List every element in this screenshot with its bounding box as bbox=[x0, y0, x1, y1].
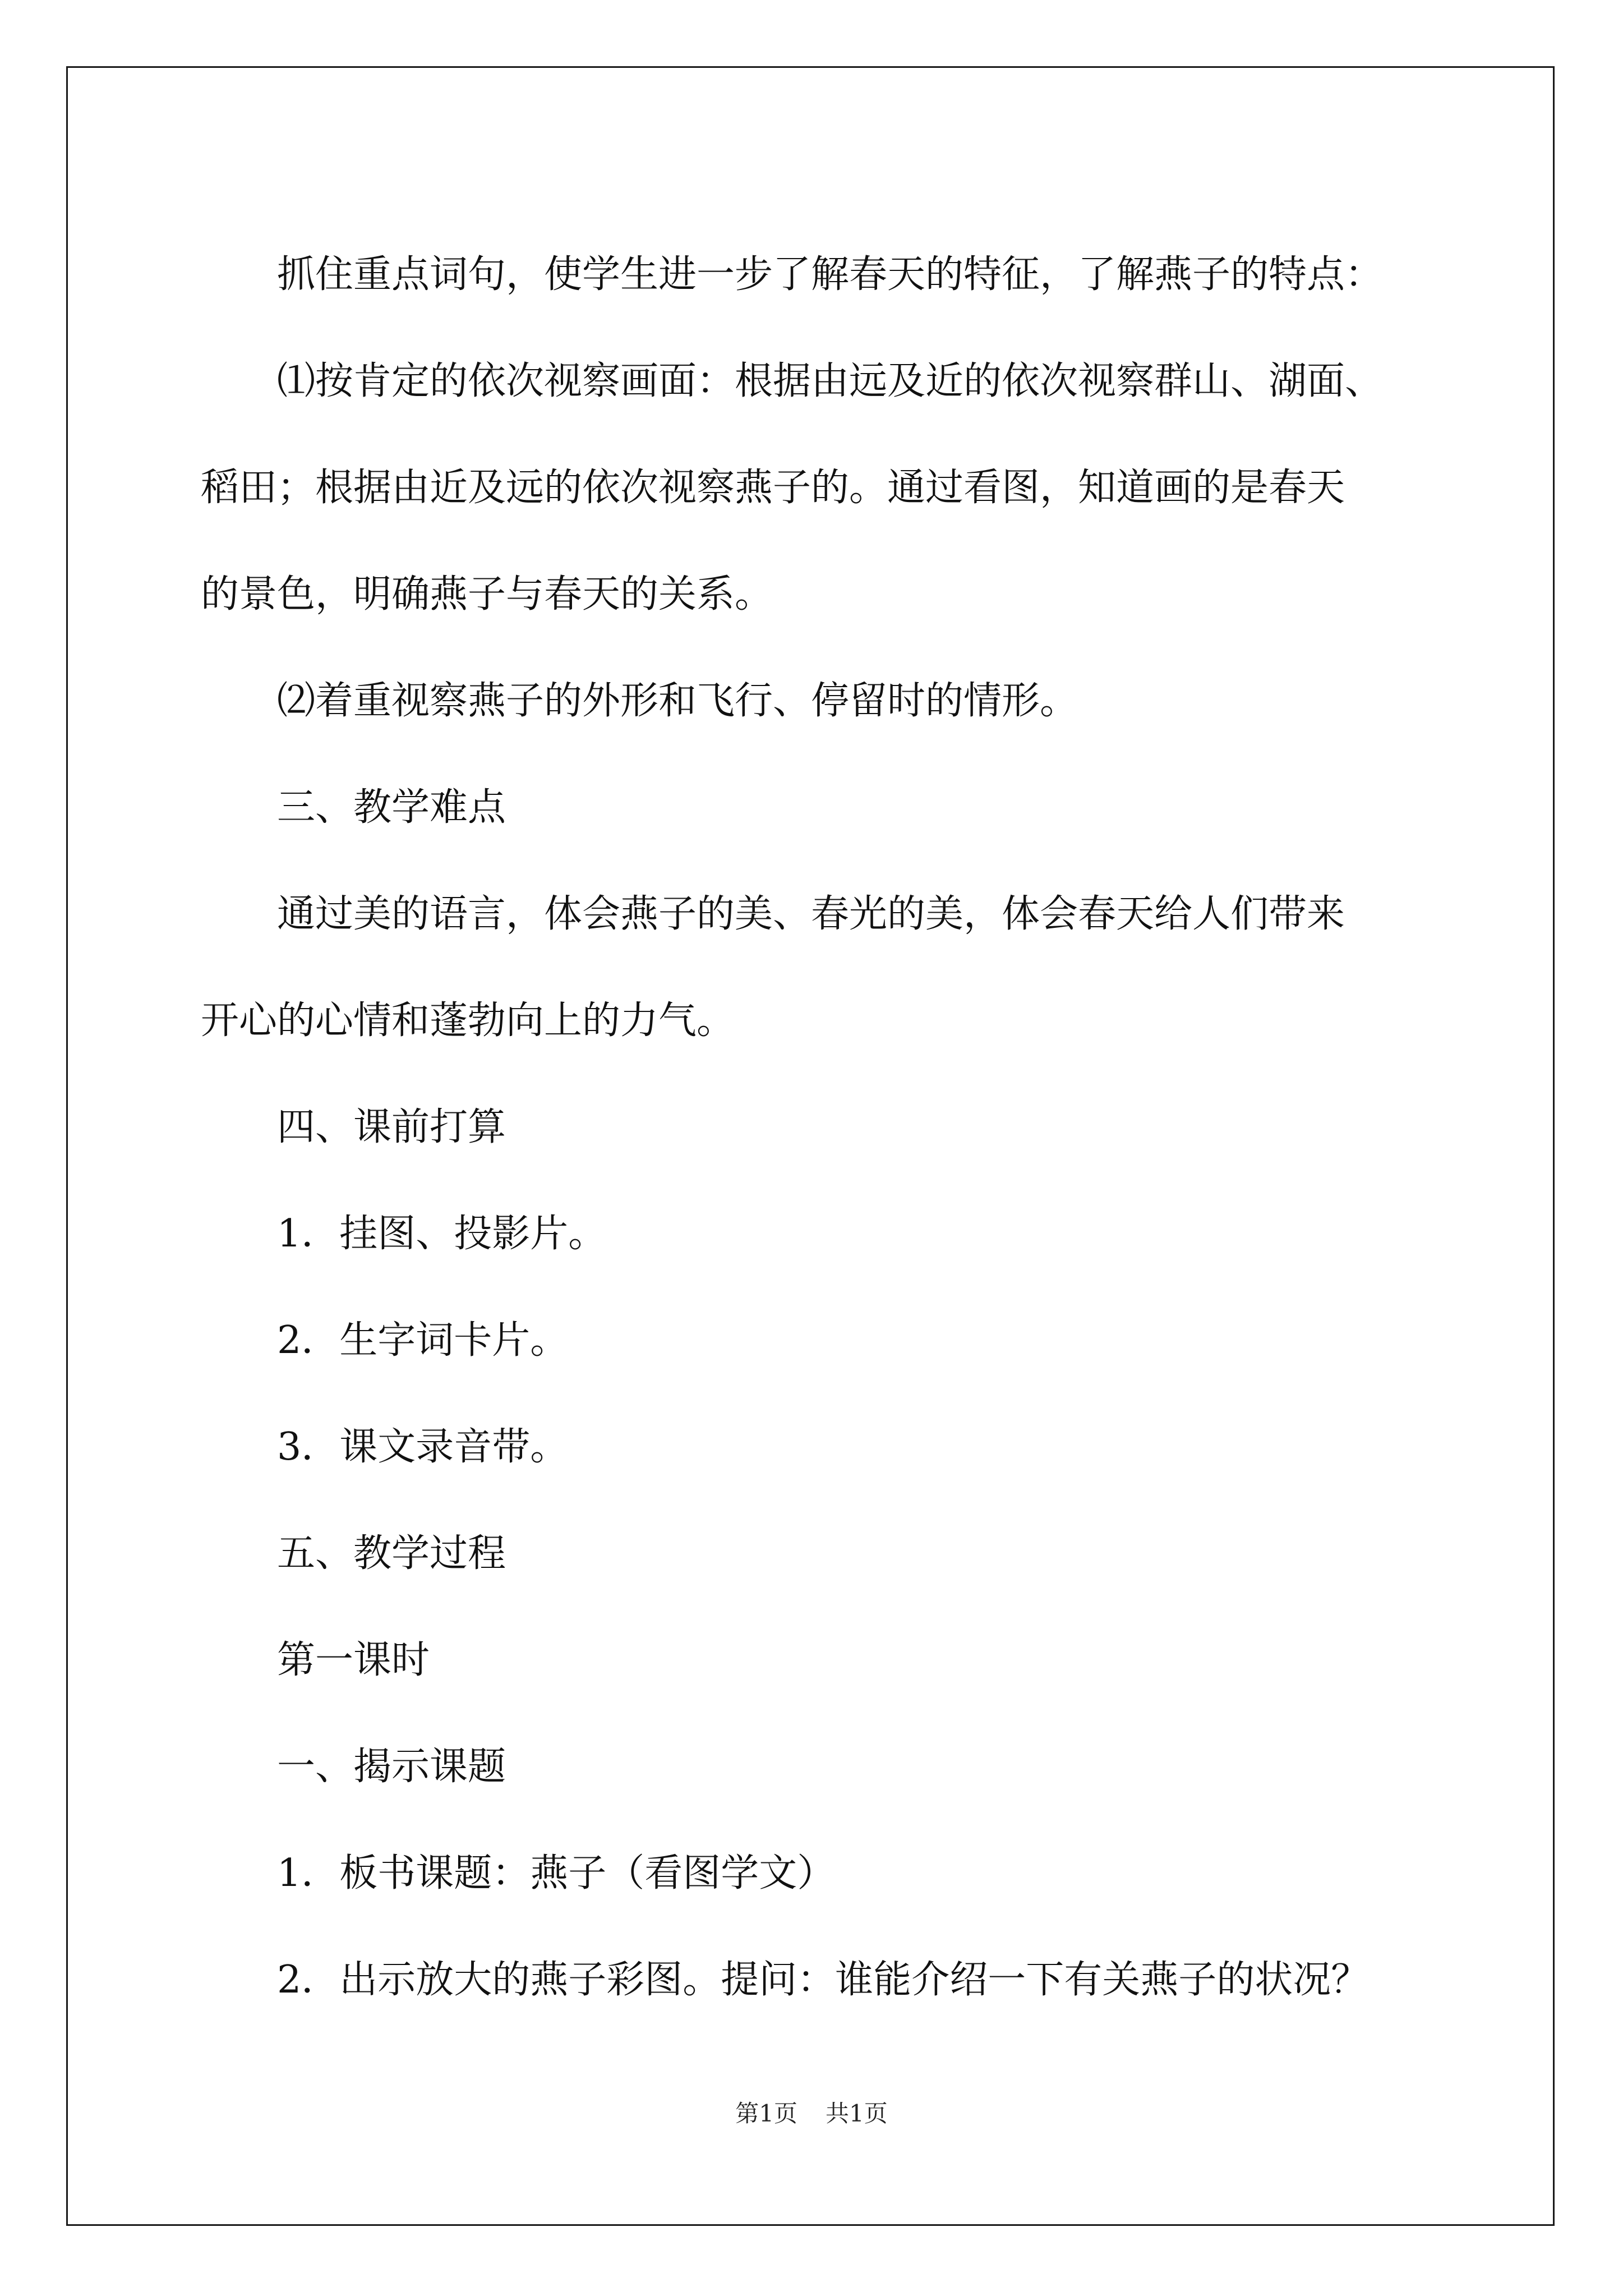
list-item: 2．出示放大的燕子彩图。提问：谁能介绍一下有关燕子的状况？ bbox=[277, 1958, 1370, 2002]
list-item: 3．课文录音带。 bbox=[277, 1425, 569, 1469]
paragraph: 的景色，明确燕子与春天的关系。 bbox=[201, 572, 773, 616]
section-heading: 三、教学难点 bbox=[277, 785, 506, 830]
list-item: 2．生字词卡片。 bbox=[277, 1318, 569, 1363]
section-heading: 五、教学过程 bbox=[277, 1531, 506, 1576]
paragraph: 稻田；根据由近及远的依次视察燕子的。通过看图，知道画的是春天 bbox=[201, 466, 1345, 510]
section-heading: 四、课前打算 bbox=[277, 1105, 506, 1149]
list-item: 1．板书课题：燕子（看图学文） bbox=[277, 1851, 836, 1895]
subsection-heading: 第一课时 bbox=[277, 1638, 430, 1682]
paragraph: ⑴按肯定的依次视察画面：根据由远及近的依次视察群山、湖面、 bbox=[277, 359, 1384, 403]
page-footer bbox=[0, 2095, 1623, 2129]
paragraph: ⑵着重视察燕子的外形和飞行、停留时的情形。 bbox=[277, 679, 1078, 723]
paragraph: 开心的心情和蓬勃向上的力气。 bbox=[201, 999, 735, 1043]
page-total: 共1页 bbox=[826, 2100, 888, 2127]
paragraph: 通过美的语言，体会燕子的美、春光的美，体会春天给人们带来 bbox=[277, 892, 1345, 936]
page-number: 第1页 bbox=[735, 2100, 797, 2127]
document-body bbox=[201, 222, 1435, 2033]
paragraph: 抓住重点词句，使学生进一步了解春天的特征，了解燕子的特点： bbox=[277, 252, 1384, 297]
section-heading: 一、揭示课题 bbox=[277, 1745, 506, 1789]
list-item: 1．挂图、投影片。 bbox=[277, 1212, 607, 1256]
